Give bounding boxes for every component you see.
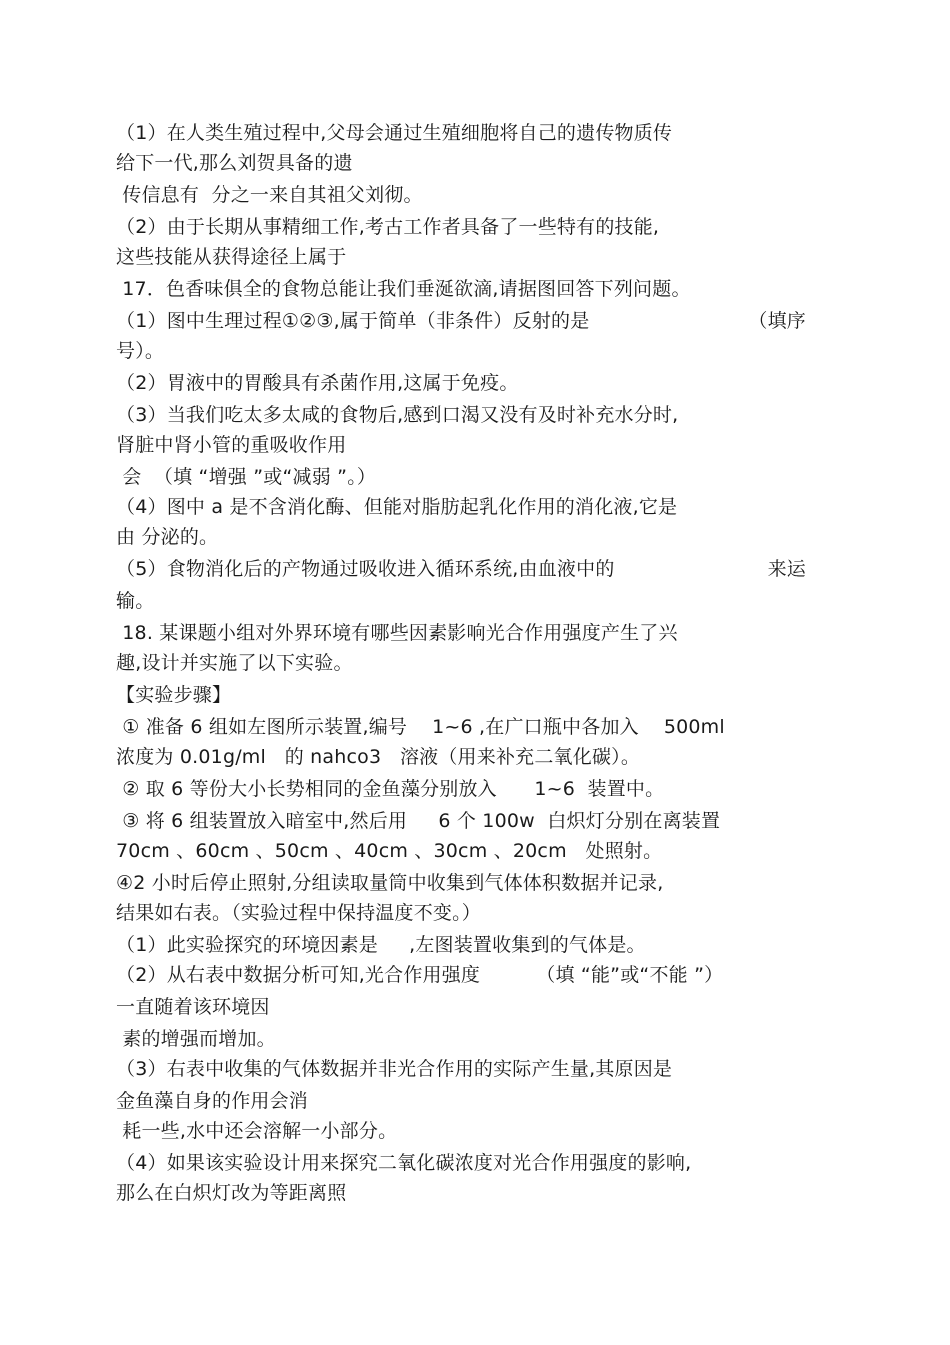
text-line: 输。 <box>116 590 155 612</box>
text-line: ② 取 6 等份大小长势相同的金鱼藻分别放入 1~6 装置中。 <box>116 778 665 800</box>
text-line: 素的增强而增加。 <box>116 1028 276 1050</box>
text-line: 给下一代,那么刘贺具备的遗 <box>116 152 353 174</box>
text-line: （3）右表中收集的气体数据并非光合作用的实际产生量,其原因是 <box>116 1058 673 1080</box>
text-line: 肾脏中肾小管的重吸收作用 <box>116 434 347 456</box>
text-line: 会 （填 “增强 ”或“减弱 ”。） <box>116 466 377 488</box>
text-line: （1）在人类生殖过程中,父母会通过生殖细胞将自己的遗传物质传 <box>116 122 673 144</box>
text-line: 70cm 、60cm 、50cm 、40cm 、30cm 、20cm 处照射。 <box>116 840 663 862</box>
text-line: ④2 小时后停止照射,分组读取量筒中收集到气体体积数据并记录, <box>116 872 664 894</box>
text-line-justified <box>116 554 806 584</box>
text-line: 由 分泌的。 <box>116 526 219 548</box>
text-line-justified <box>116 306 806 336</box>
text-line: （2）由于长期从事精细工作,考古工作者具备了一些特有的技能, <box>116 216 660 238</box>
text-line: 一直随着该环境因 <box>116 996 270 1018</box>
text-line: 传信息有 分之一来自其祖父刘彻。 <box>116 184 423 206</box>
text-line: ③ 将 6 组装置放入暗室中,然后用 6 个 100w 白炽灯分别在离装置 <box>116 810 721 832</box>
text-line: ① 准备 6 组如左图所示装置,编号 1~6 ,在广口瓶中各加入 500ml <box>116 716 725 738</box>
text-line: 金鱼藻自身的作用会消 <box>116 1090 309 1112</box>
text-line: （4）如果该实验设计用来探究二氧化碳浓度对光合作用强度的影响, <box>116 1152 692 1174</box>
text-line: （4）图中 a 是不含消化酶、但能对脂肪起乳化作用的消化液,它是 <box>116 496 678 518</box>
text-line: 耗一些,水中还会溶解一小部分。 <box>116 1120 398 1142</box>
question-17-title: 17．色香味俱全的食物总能让我们垂涎欲滴,请据图回答下列问题。 <box>116 278 691 300</box>
text-line: （3）当我们吃太多太咸的食物后,感到口渴又没有及时补充水分时, <box>116 404 679 426</box>
text-segment: （5）食物消化后的产物通过吸收进入循环系统,由血液中的 <box>116 558 615 580</box>
text-line: （2）从右表中数据分析可知,光合作用强度 （填 “能”或“不能 ”） <box>116 964 724 986</box>
section-heading: 【实验步骤】 <box>116 684 232 706</box>
question-18-title: 18. 某课题小组对外界环境有哪些因素影响光合作用强度产生了兴 <box>116 622 678 644</box>
text-segment: （1）图中生理过程①②③,属于简单（非条件）反射的是 <box>116 310 590 332</box>
text-segment: （填序 <box>748 310 806 332</box>
text-line: 结果如右表。（实验过程中保持温度不变。） <box>116 902 482 924</box>
text-line: 浓度为 0.01g/ml 的 nahco3 溶液（用来补充二氧化碳）。 <box>116 746 641 768</box>
text-line: 那么在白炽灯改为等距离照 <box>116 1182 347 1204</box>
text-line: 这些技能从获得途径上属于 <box>116 246 347 268</box>
text-line: （1）此实验探究的环境因素是 ,左图装置收集到的气体是。 <box>116 934 646 956</box>
text-line: （2）胃液中的胃酸具有杀菌作用,这属于免疫。 <box>116 372 519 394</box>
text-line: 趣,设计并实施了以下实验。 <box>116 652 353 674</box>
text-line: 号）。 <box>116 340 165 362</box>
text-segment: 来运 <box>767 558 806 580</box>
